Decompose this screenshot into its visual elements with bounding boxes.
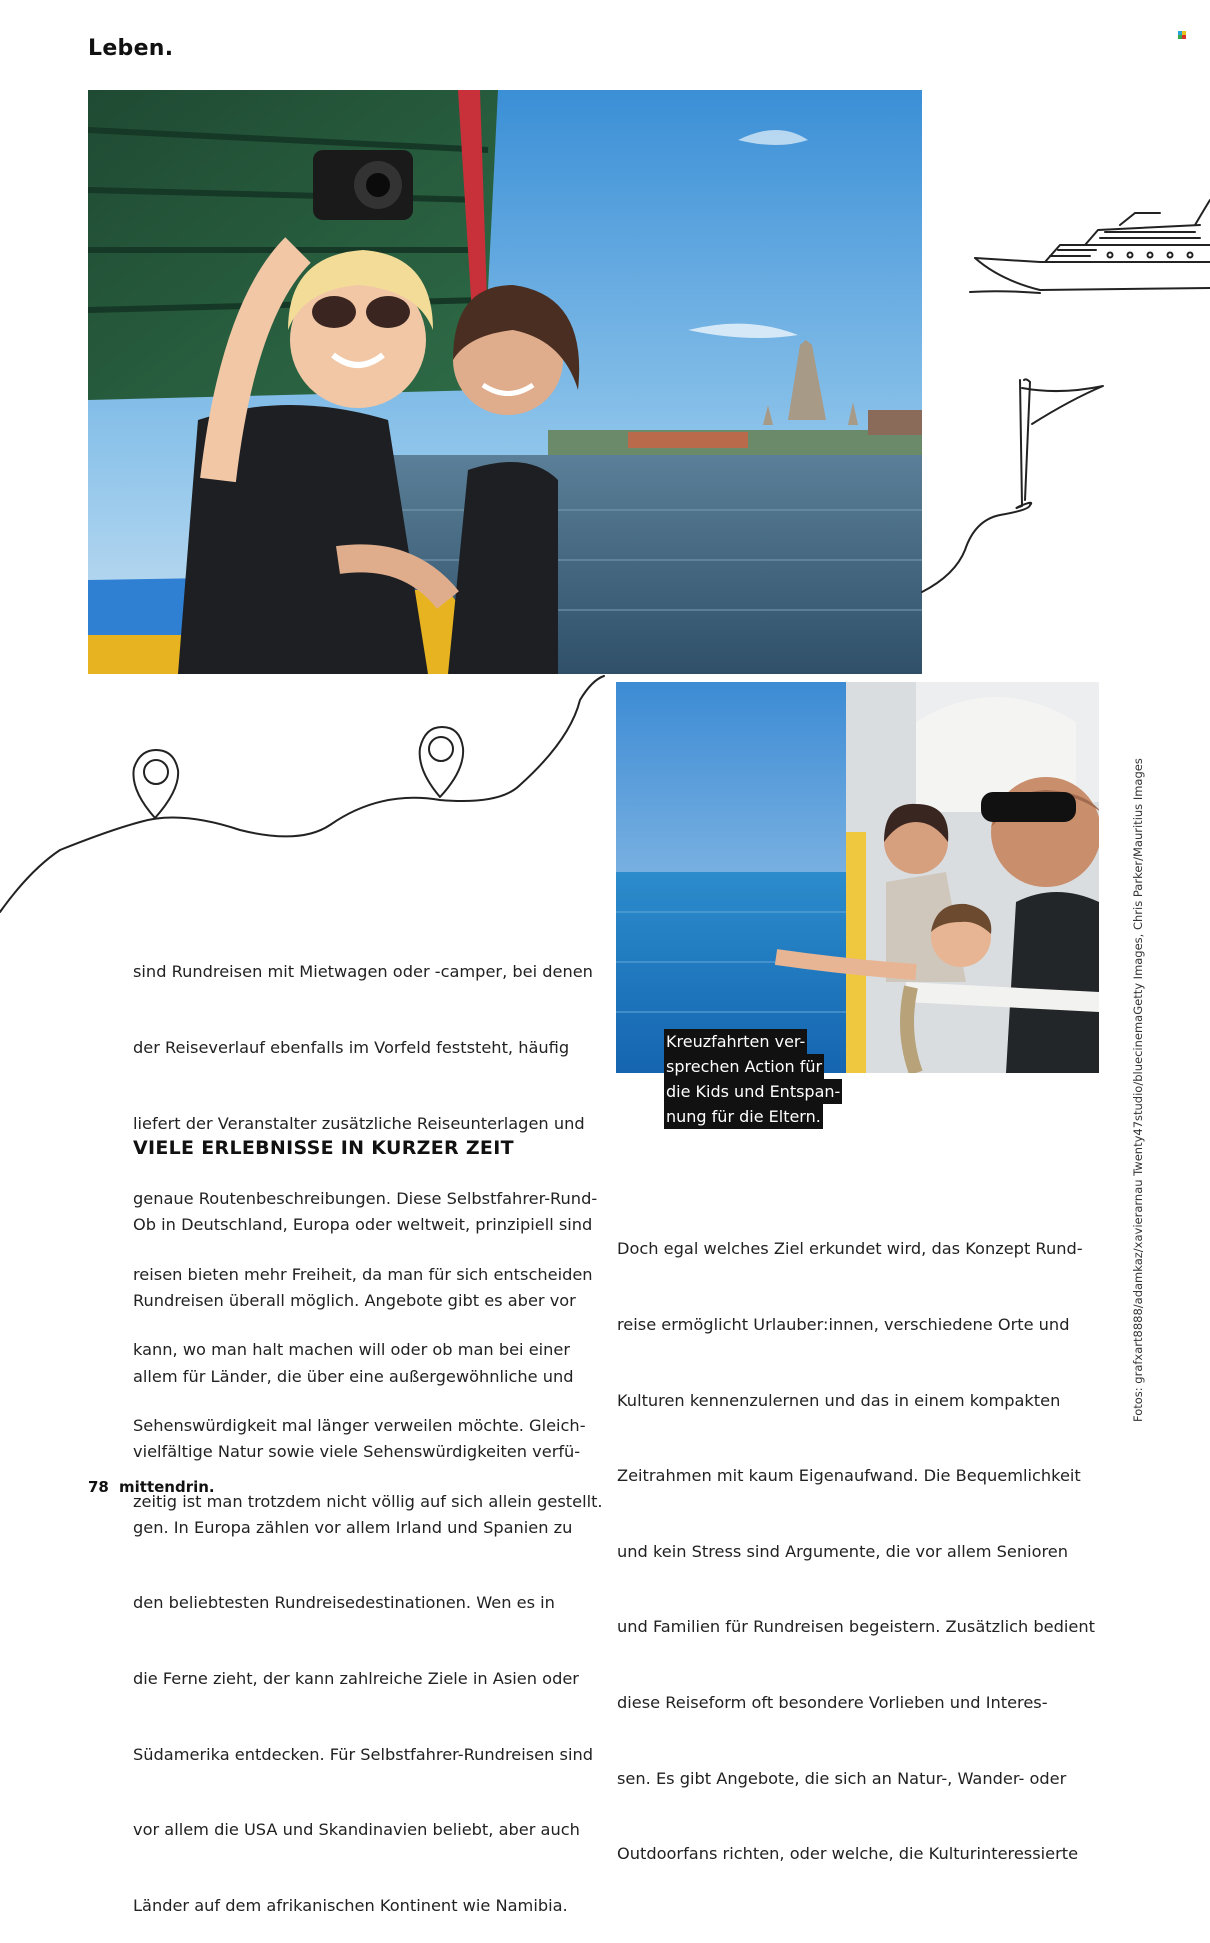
color-registration-mark: [1178, 31, 1187, 40]
text-line: Sehenswürdigkeit mal länger verweilen möchte. Gleich-: [133, 1416, 586, 1436]
text-line: Südamerika entdecken. Für Selbstfahrer-Rundreisen sind: [133, 1744, 593, 1764]
text-line: kann, wo man halt machen will oder ob man bei einer: [133, 1340, 571, 1360]
caption-line: die Kids und Entspan-: [664, 1079, 842, 1104]
page-number: 78: [88, 1478, 109, 1496]
caption-line: Kreuzfahrten ver-: [664, 1029, 807, 1054]
text-line: liefert der Veranstalter zusätzliche Reiseunterlagen und: [133, 1113, 585, 1133]
photo-credit: Fotos: grafxart8888/adamkaz/xavierarnau Twenty47studio/bluecinemaGetty Images, Chris Parker/Mauritius Images: [1131, 758, 1145, 1422]
text-line: die Ferne zieht, der kann zahlreiche Ziele in Asien oder: [133, 1669, 579, 1689]
text-line: reise ermöglicht Urlauber:innen, verschiedene Orte und: [617, 1315, 1070, 1335]
text-line: zeitig ist man trotzdem nicht völlig auf sich allein gestellt.: [133, 1491, 603, 1511]
text-line: sind Rundreisen mit Mietwagen oder -camper, bei denen: [133, 962, 593, 982]
caption-line: sprechen Action für: [664, 1054, 824, 1079]
text-line: sen. Es gibt Angebote, die sich an Natur-, Wander- oder: [617, 1768, 1067, 1788]
text-line: Zeitrahmen mit kaum Eigenaufwand. Die Bequemlichkeit: [617, 1466, 1081, 1486]
text-line: Rundreisen überall möglich. Angebote gibt es aber vor: [133, 1291, 576, 1311]
text-line: Ob in Deutschland, Europa oder weltweit, prinzipiell sind: [133, 1215, 593, 1235]
text-line: Länder auf dem afrikanischen Kontinent wie Namibia.: [133, 1895, 568, 1915]
text-line: diese Reiseform oft besondere Vorlieben und Interes-: [617, 1693, 1048, 1713]
caption-line: nung für die Eltern.: [664, 1104, 823, 1129]
section-label: Leben.: [88, 36, 174, 61]
text-line: genaue Routenbeschreibungen. Diese Selbstfahrer-Rund-: [133, 1189, 598, 1209]
main-photo: [88, 90, 922, 674]
text-line: vielfältige Natur sowie viele Sehenswürdigkeiten verfü-: [133, 1442, 581, 1462]
text-line: und Familien für Rundreisen begeistern. Zusätzlich bedient: [617, 1617, 1095, 1637]
text-line: reisen bieten mehr Freiheit, da man für sich entscheiden: [133, 1264, 593, 1284]
text-line: Kulturen kennenzulernen und das in einem kompakten: [617, 1390, 1061, 1410]
text-line: gen. In Europa zählen vor allem Irland und Spanien zu: [133, 1517, 573, 1537]
article-column-right: [617, 1186, 1095, 1892]
text-line: allem für Länder, die über eine außergewöhnliche und: [133, 1366, 574, 1386]
article-subheading: VIELE ERLEBNISSE IN KURZER ZEIT: [133, 1137, 514, 1159]
cruise-photo: [616, 682, 1099, 1073]
text-line: der Reiseverlauf ebenfalls im Vorfeld feststeht, häufig: [133, 1038, 570, 1058]
text-line: Outdoorfans richten, oder welche, die Kulturinteressierte: [617, 1844, 1079, 1864]
text-line: den beliebtesten Rundreisedestinationen. Wen es in: [133, 1593, 555, 1613]
article-column-left-bottom: [133, 1162, 593, 1943]
text-line: vor allem die USA und Skandinavien beliebt, aber auch: [133, 1820, 580, 1840]
text-line: und kein Stress sind Argumente, die vor allem Senioren: [617, 1541, 1069, 1561]
magazine-name: mittendrin.: [119, 1478, 215, 1496]
photo-caption: [664, 1029, 842, 1129]
text-line: Doch egal welches Ziel erkundet wird, das Konzept Rund-: [617, 1239, 1083, 1259]
